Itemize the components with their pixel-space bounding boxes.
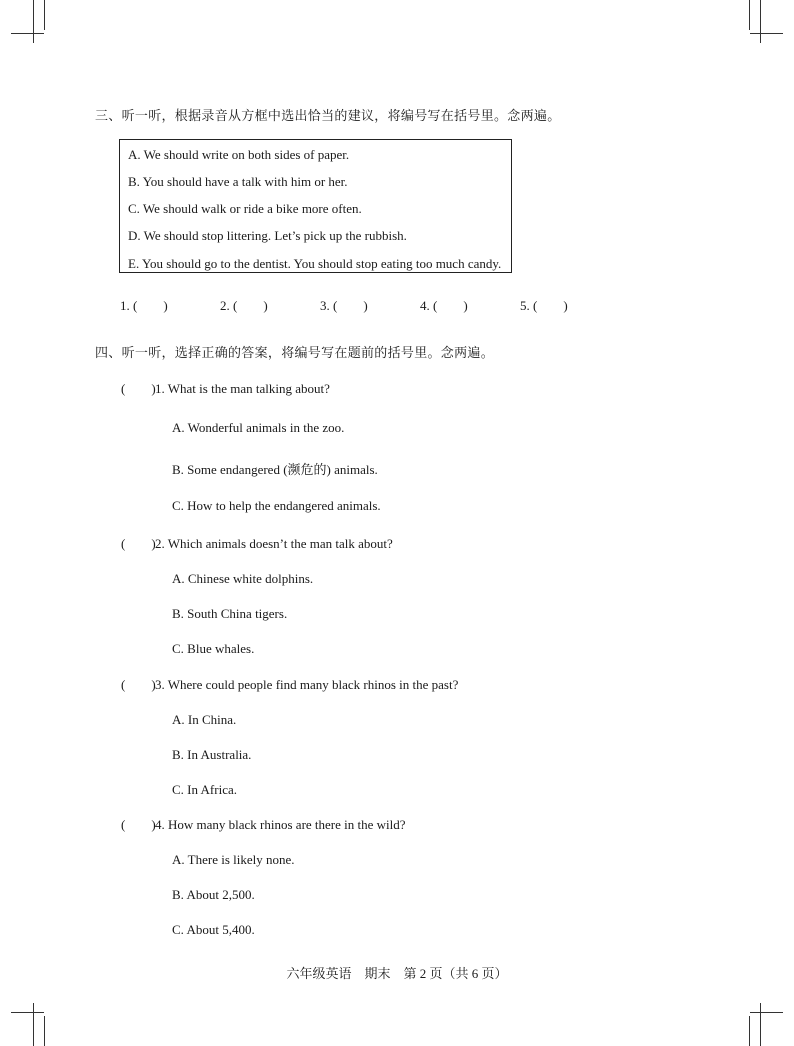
answer-paren[interactable]: ( ) <box>121 677 156 692</box>
crop-mark <box>33 0 34 43</box>
answer-option: C. About 5,400. <box>172 922 255 937</box>
answer-blank[interactable]: 2. ( ) <box>220 298 268 313</box>
crop-mark <box>750 33 783 34</box>
suggestion-option: D. We should stop littering. Let’s pick up the rubbish. <box>128 228 407 243</box>
crop-mark <box>44 0 45 30</box>
answer-blank[interactable]: 3. ( ) <box>320 298 368 313</box>
crop-mark <box>760 1003 761 1046</box>
answer-option: C. Blue whales. <box>172 641 255 656</box>
answer-blank[interactable]: 4. ( ) <box>420 298 468 313</box>
answer-blank[interactable]: 1. ( ) <box>120 298 168 313</box>
answer-blank[interactable]: 5. ( ) <box>520 298 568 313</box>
question-text: 1. What is the man talking about? <box>155 381 330 396</box>
answer-option: A. Chinese white dolphins. <box>172 571 314 586</box>
crop-mark <box>11 33 44 34</box>
suggestion-option: E. You should go to the dentist. You should stop eating too much candy. <box>128 256 502 271</box>
question <box>121 677 458 693</box>
answer-option: A. Wonderful animals in the zoo. <box>172 420 345 435</box>
answer-option: B. Some endangered (濒危的) animals. <box>172 462 378 477</box>
answer-paren[interactable]: ( ) <box>121 536 156 551</box>
section-4-title: 四、听一听，选择正确的答案，将编号写在题前的括号里。念两遍。 <box>95 346 495 361</box>
answer-option: B. South China tigers. <box>172 606 288 621</box>
suggestion-box <box>119 139 512 273</box>
crop-mark <box>760 0 761 43</box>
answer-option: C. How to help the endangered animals. <box>172 498 381 513</box>
question <box>121 536 393 552</box>
answer-option: C. In Africa. <box>172 782 237 797</box>
suggestion-option: C. We should walk or ride a bike more often. <box>128 201 362 216</box>
suggestion-option: A. We should write on both sides of paper. <box>128 147 350 162</box>
crop-mark <box>11 1012 44 1013</box>
page-footer: 六年级英语 期末 第 2 页（共 6 页） <box>286 966 508 981</box>
answer-option: B. In Australia. <box>172 747 252 762</box>
crop-mark <box>749 1016 750 1046</box>
question <box>121 381 330 397</box>
question-text: 2. Which animals doesn’t the man talk about? <box>155 536 393 551</box>
question <box>121 817 406 833</box>
answer-option: A. There is likely none. <box>172 852 295 867</box>
section-3-title: 三、听一听，根据录音从方框中选出恰当的建议，将编号写在括号里。念两遍。 <box>95 109 561 124</box>
crop-mark <box>33 1003 34 1046</box>
question-text: 4. How many black rhinos are there in the wild? <box>155 817 406 832</box>
suggestion-option: B. You should have a talk with him or her. <box>128 174 348 189</box>
crop-mark <box>44 1016 45 1046</box>
question-text: 3. Where could people find many black rhinos in the past? <box>155 677 459 692</box>
answer-paren[interactable]: ( ) <box>121 817 156 832</box>
answer-option: A. In China. <box>172 712 237 727</box>
answer-paren[interactable]: ( ) <box>121 381 156 396</box>
crop-mark <box>749 0 750 30</box>
crop-mark <box>750 1012 783 1013</box>
answer-option: B. About 2,500. <box>172 887 255 902</box>
